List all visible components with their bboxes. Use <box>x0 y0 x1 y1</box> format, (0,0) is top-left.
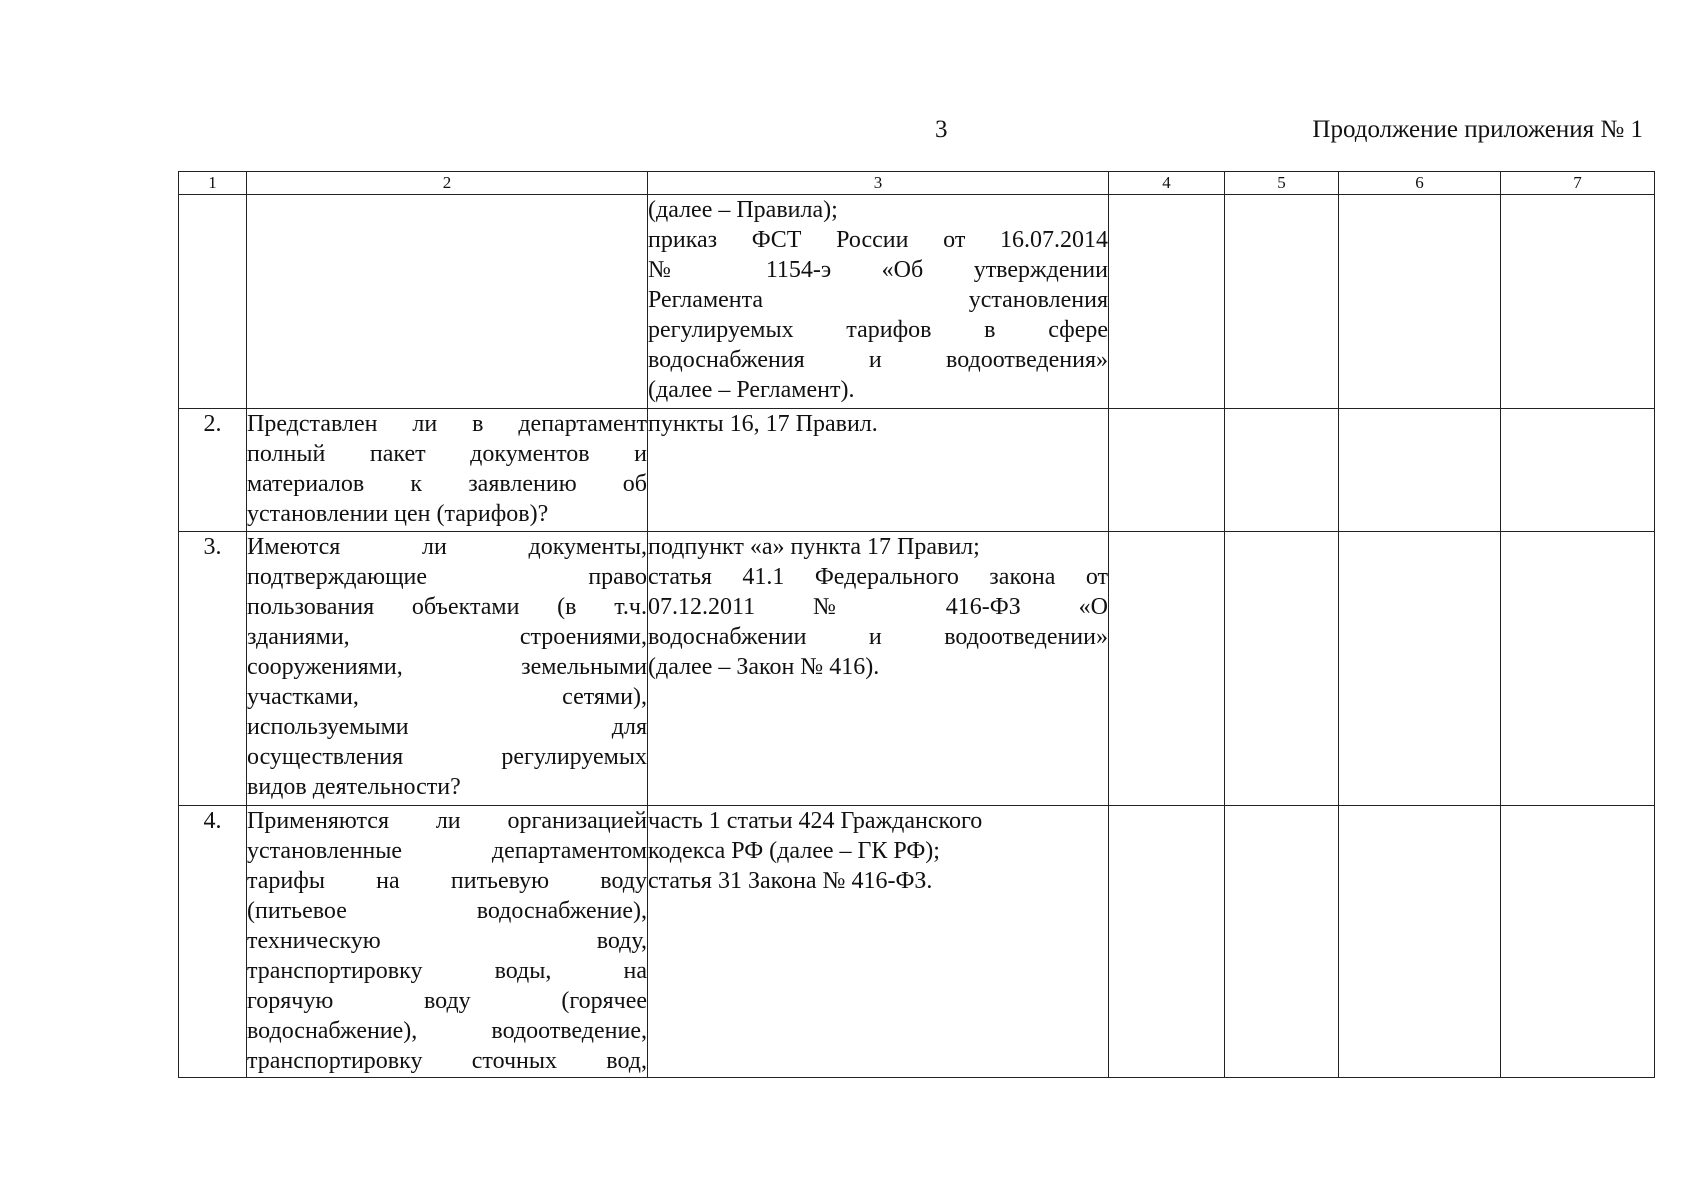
question-line: транспортировку воды, на <box>247 958 647 984</box>
question-line: водоснабжение), водоотведение, <box>247 1018 647 1044</box>
column-header: 5 <box>1225 172 1339 195</box>
question-cell <box>247 195 648 409</box>
empty-cell <box>1501 532 1655 806</box>
column-header: 3 <box>648 172 1109 195</box>
question-line: видов деятельности? <box>247 774 461 800</box>
table-row <box>179 409 1655 532</box>
legal-basis-cell <box>648 195 1109 409</box>
row-number-cell: 4. <box>179 806 247 1078</box>
table-row <box>179 532 1655 806</box>
page-number: 3 <box>935 116 948 143</box>
legal-basis-cell <box>648 806 1109 1078</box>
question-line: материалов к заявлению об <box>247 471 647 497</box>
question-line: участками, сетями), <box>247 684 647 710</box>
question-line: подтверждающие право <box>247 564 647 590</box>
column-header: 1 <box>179 172 247 195</box>
question-line: Применяются ли организацией <box>247 808 647 834</box>
question-line: зданиями, строениями, <box>247 624 647 650</box>
column-header: 2 <box>247 172 648 195</box>
empty-cell <box>1501 195 1655 409</box>
question-line: Представлен ли в департамент <box>247 411 647 437</box>
basis-line: статья 41.1 Федерального закона от <box>648 564 1108 590</box>
question-line: техническую воду, <box>247 928 647 954</box>
column-number-row <box>179 172 1655 195</box>
empty-cell <box>1225 409 1339 532</box>
basis-line: часть 1 статьи 424 Гражданского <box>648 808 983 834</box>
basis-line: № 1154-э «Об утверждении <box>648 257 1108 283</box>
basis-line: (далее – Регламент). <box>648 377 855 403</box>
basis-line: подпункт «а» пункта 17 Правил; <box>648 534 980 560</box>
empty-cell <box>1225 195 1339 409</box>
row-number-cell <box>179 195 247 409</box>
question-cell <box>247 409 648 532</box>
table-row <box>179 195 1655 409</box>
legal-basis-cell <box>648 532 1109 806</box>
empty-cell <box>1339 195 1501 409</box>
basis-line: (далее – Закон № 416). <box>648 654 880 680</box>
empty-cell <box>1501 409 1655 532</box>
basis-line: Регламента установления <box>648 287 1108 313</box>
checklist-table <box>178 171 1655 1078</box>
basis-line: (далее – Правила); <box>648 197 838 223</box>
basis-line: водоснабжении и водоотведении» <box>648 624 1108 650</box>
legal-basis-cell <box>648 409 1109 532</box>
question-line: транспортировку сточных вод, <box>247 1048 647 1074</box>
empty-cell <box>1109 195 1225 409</box>
empty-cell <box>1225 532 1339 806</box>
column-header: 4 <box>1109 172 1225 195</box>
table-row <box>179 806 1655 1078</box>
empty-cell <box>1501 806 1655 1078</box>
basis-line: регулируемых тарифов в сфере <box>648 317 1108 343</box>
empty-cell <box>1339 409 1501 532</box>
basis-line: приказ ФСТ России от 16.07.2014 <box>648 227 1108 253</box>
basis-line: 07.12.2011 № 416-ФЗ «О <box>648 594 1108 620</box>
empty-cell <box>1109 532 1225 806</box>
empty-cell <box>1225 806 1339 1078</box>
empty-cell <box>1109 409 1225 532</box>
basis-line: пункты 16, 17 Правил. <box>648 411 878 437</box>
question-line: тарифы на питьевую воду <box>247 868 647 894</box>
column-header: 6 <box>1339 172 1501 195</box>
empty-cell <box>1339 806 1501 1078</box>
question-cell <box>247 806 648 1078</box>
question-line: горячую воду (горячее <box>247 988 647 1014</box>
row-number-cell: 3. <box>179 532 247 806</box>
question-line: используемыми для <box>247 714 647 740</box>
empty-cell <box>1339 532 1501 806</box>
question-line: осуществления регулируемых <box>247 744 647 770</box>
basis-line: кодекса РФ (далее – ГК РФ); <box>648 838 940 864</box>
appendix-continuation-label: Продолжение приложения № 1 <box>1312 116 1643 143</box>
question-line: установлении цен (тарифов)? <box>247 501 549 527</box>
question-line: полный пакет документов и <box>247 441 647 467</box>
question-cell <box>247 532 648 806</box>
row-number-cell: 2. <box>179 409 247 532</box>
question-line: установленные департаментом <box>247 838 647 864</box>
question-line: сооружениями, земельными <box>247 654 647 680</box>
empty-cell <box>1109 806 1225 1078</box>
question-line: (питьевое водоснабжение), <box>247 898 647 924</box>
basis-line: статья 31 Закона № 416-ФЗ. <box>648 868 933 894</box>
basis-line: водоснабжения и водоотведения» <box>648 347 1108 373</box>
question-line: Имеются ли документы, <box>247 534 647 560</box>
column-header: 7 <box>1501 172 1655 195</box>
question-line: пользования объектами (в т.ч. <box>247 594 647 620</box>
